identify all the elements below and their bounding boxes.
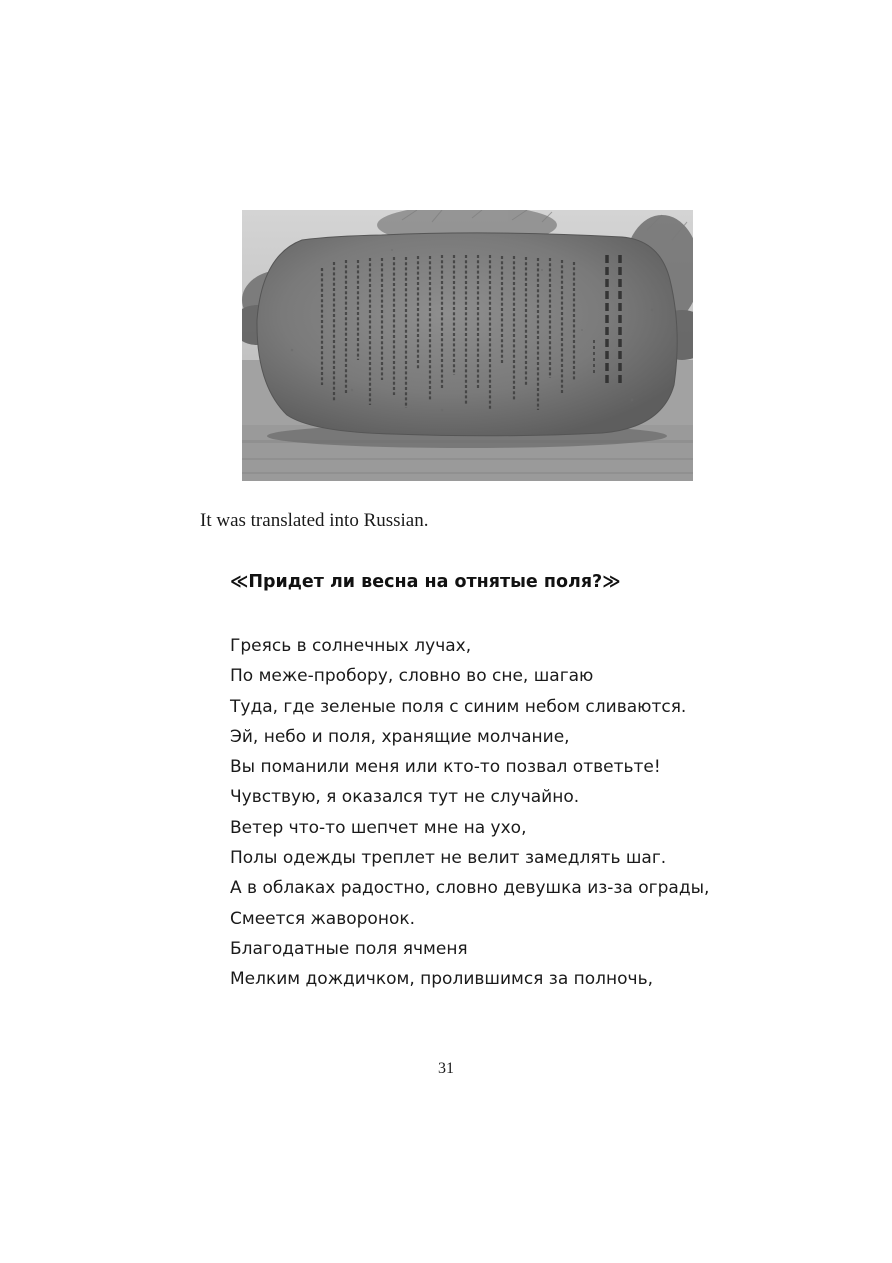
poem-line: По меже-пробору, словно во сне, шагаю xyxy=(230,666,594,687)
poem-line: Смеется жаворонок. xyxy=(230,908,416,929)
poem-line: Туда, где зеленые поля с синим небом сливаются. xyxy=(230,696,687,717)
poem-line: А в облаках радостно, словно девушка из-за ограды, xyxy=(230,878,710,899)
poem-line: Ветер что-то шепчет мне на ухо, xyxy=(230,817,527,838)
poem-title: ≪Придет ли весна на отнятые поля?≫ xyxy=(230,572,621,592)
poem-line: Благодатные поля ячменя xyxy=(230,938,468,959)
poem-line: Вы поманили меня или кто-то позвал ответьте! xyxy=(230,757,661,778)
poem-line: Полы одежды треплет не велит замедлять шаг. xyxy=(230,848,667,869)
poem-body xyxy=(230,631,709,995)
caption: It was translated into Russian. xyxy=(200,510,429,531)
poem-line: Эй, небо и поля, хранящие молчание, xyxy=(230,726,570,747)
poem-line: Греясь в солнечных лучах, xyxy=(230,636,472,656)
page-number: 31 xyxy=(438,1060,454,1077)
poem-line: Чувствую, я оказался тут не случайно. xyxy=(230,787,580,808)
engraved-stone-photo xyxy=(242,210,693,481)
poem-line: Мелким дождичком, пролившимся за полночь, xyxy=(230,969,654,990)
